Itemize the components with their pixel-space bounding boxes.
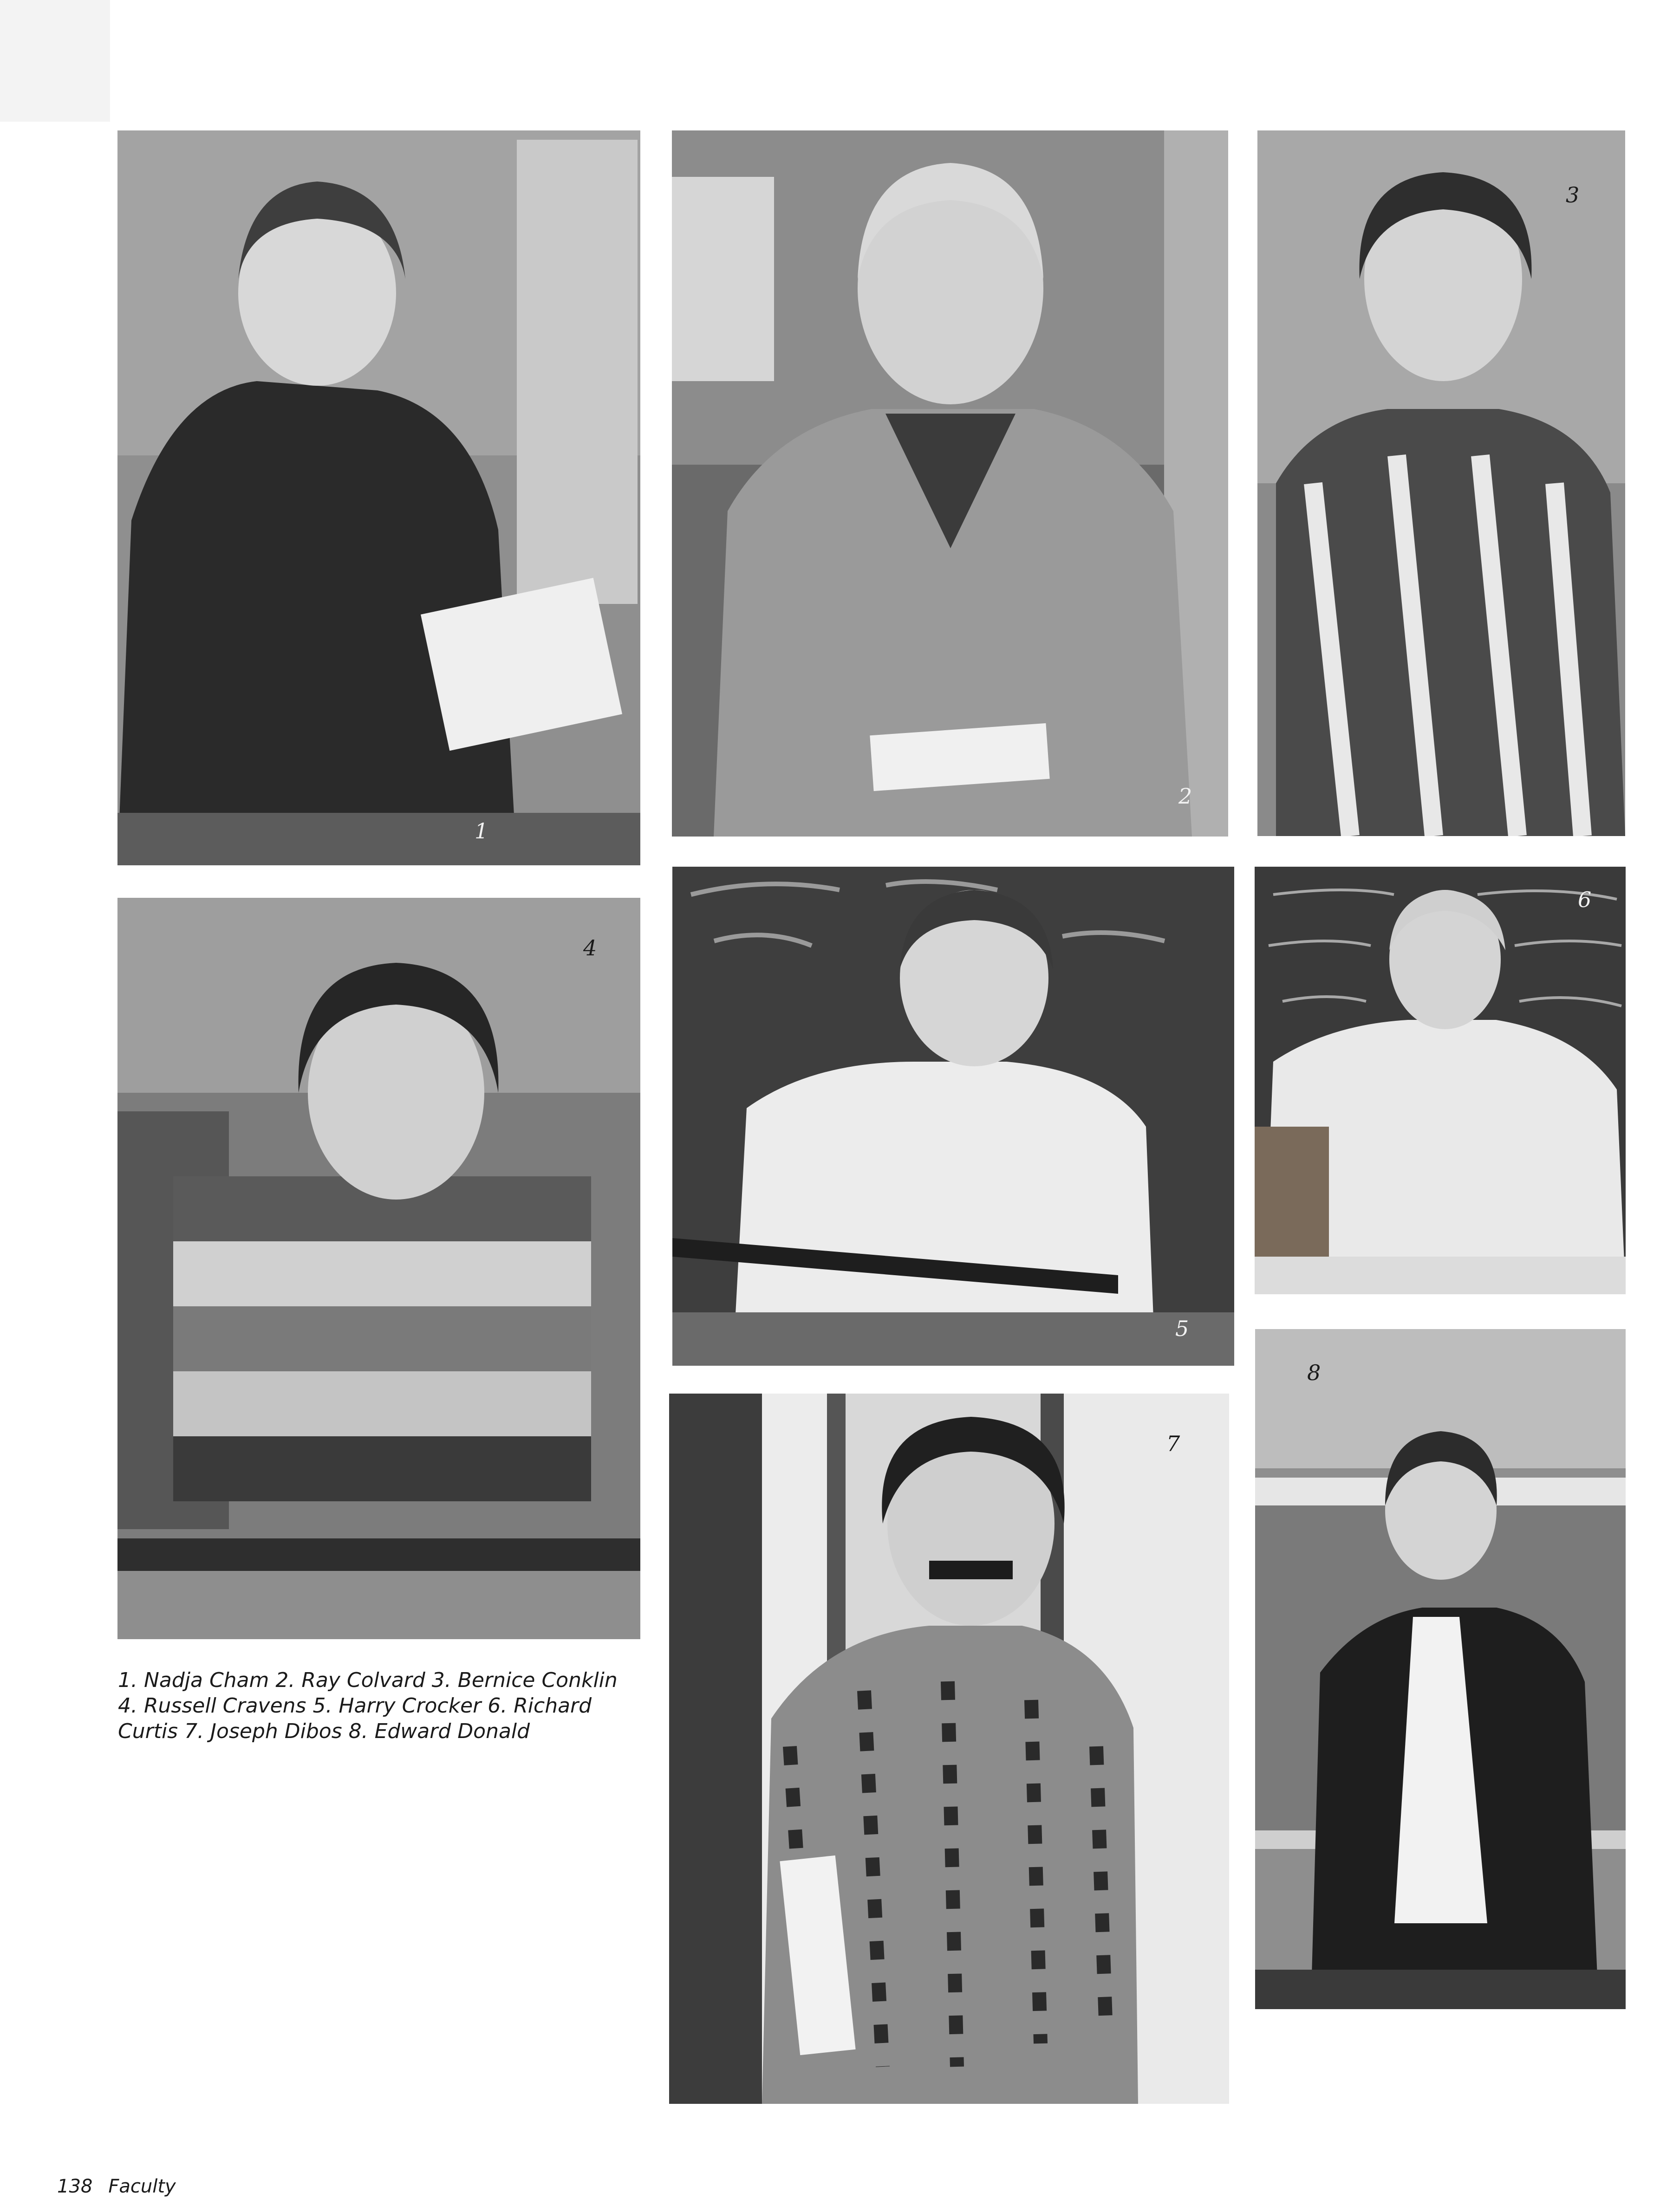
faculty-photo-8 [1255, 1329, 1626, 2009]
photo-number-1: 1 [475, 818, 488, 843]
faculty-photo-3 [1257, 130, 1625, 836]
photo-number-8: 8 [1307, 1360, 1321, 1385]
photo-caption: 1. Nadja Cham 2. Ray Colvard 3. Bernice Conklin 4. Russell Cravens 5. Harry Crocker 6. Richard Curtis 7. Joseph Dibos 8. Edward Donald [118, 1668, 618, 1743]
photo-number-6: 6 [1578, 887, 1592, 912]
page-number: 138 [57, 2176, 93, 2197]
photo-number-5: 5 [1175, 1316, 1189, 1341]
page-footer [57, 2177, 192, 2196]
faculty-photo-5 [672, 867, 1234, 1366]
section-title: Faculty [108, 2176, 176, 2197]
photo-number-2: 2 [1178, 784, 1192, 809]
photo-number-7: 7 [1166, 1431, 1180, 1456]
faculty-photo-2 [672, 130, 1228, 837]
faculty-photo-6 [1255, 867, 1626, 1294]
faculty-photo-7 [669, 1394, 1229, 2104]
photo-number-4: 4 [583, 935, 597, 960]
faculty-photo-4 [117, 898, 640, 1639]
photo-number-3: 3 [1566, 182, 1580, 208]
page-corner-mark [0, 0, 110, 122]
faculty-photo-1 [117, 130, 640, 865]
